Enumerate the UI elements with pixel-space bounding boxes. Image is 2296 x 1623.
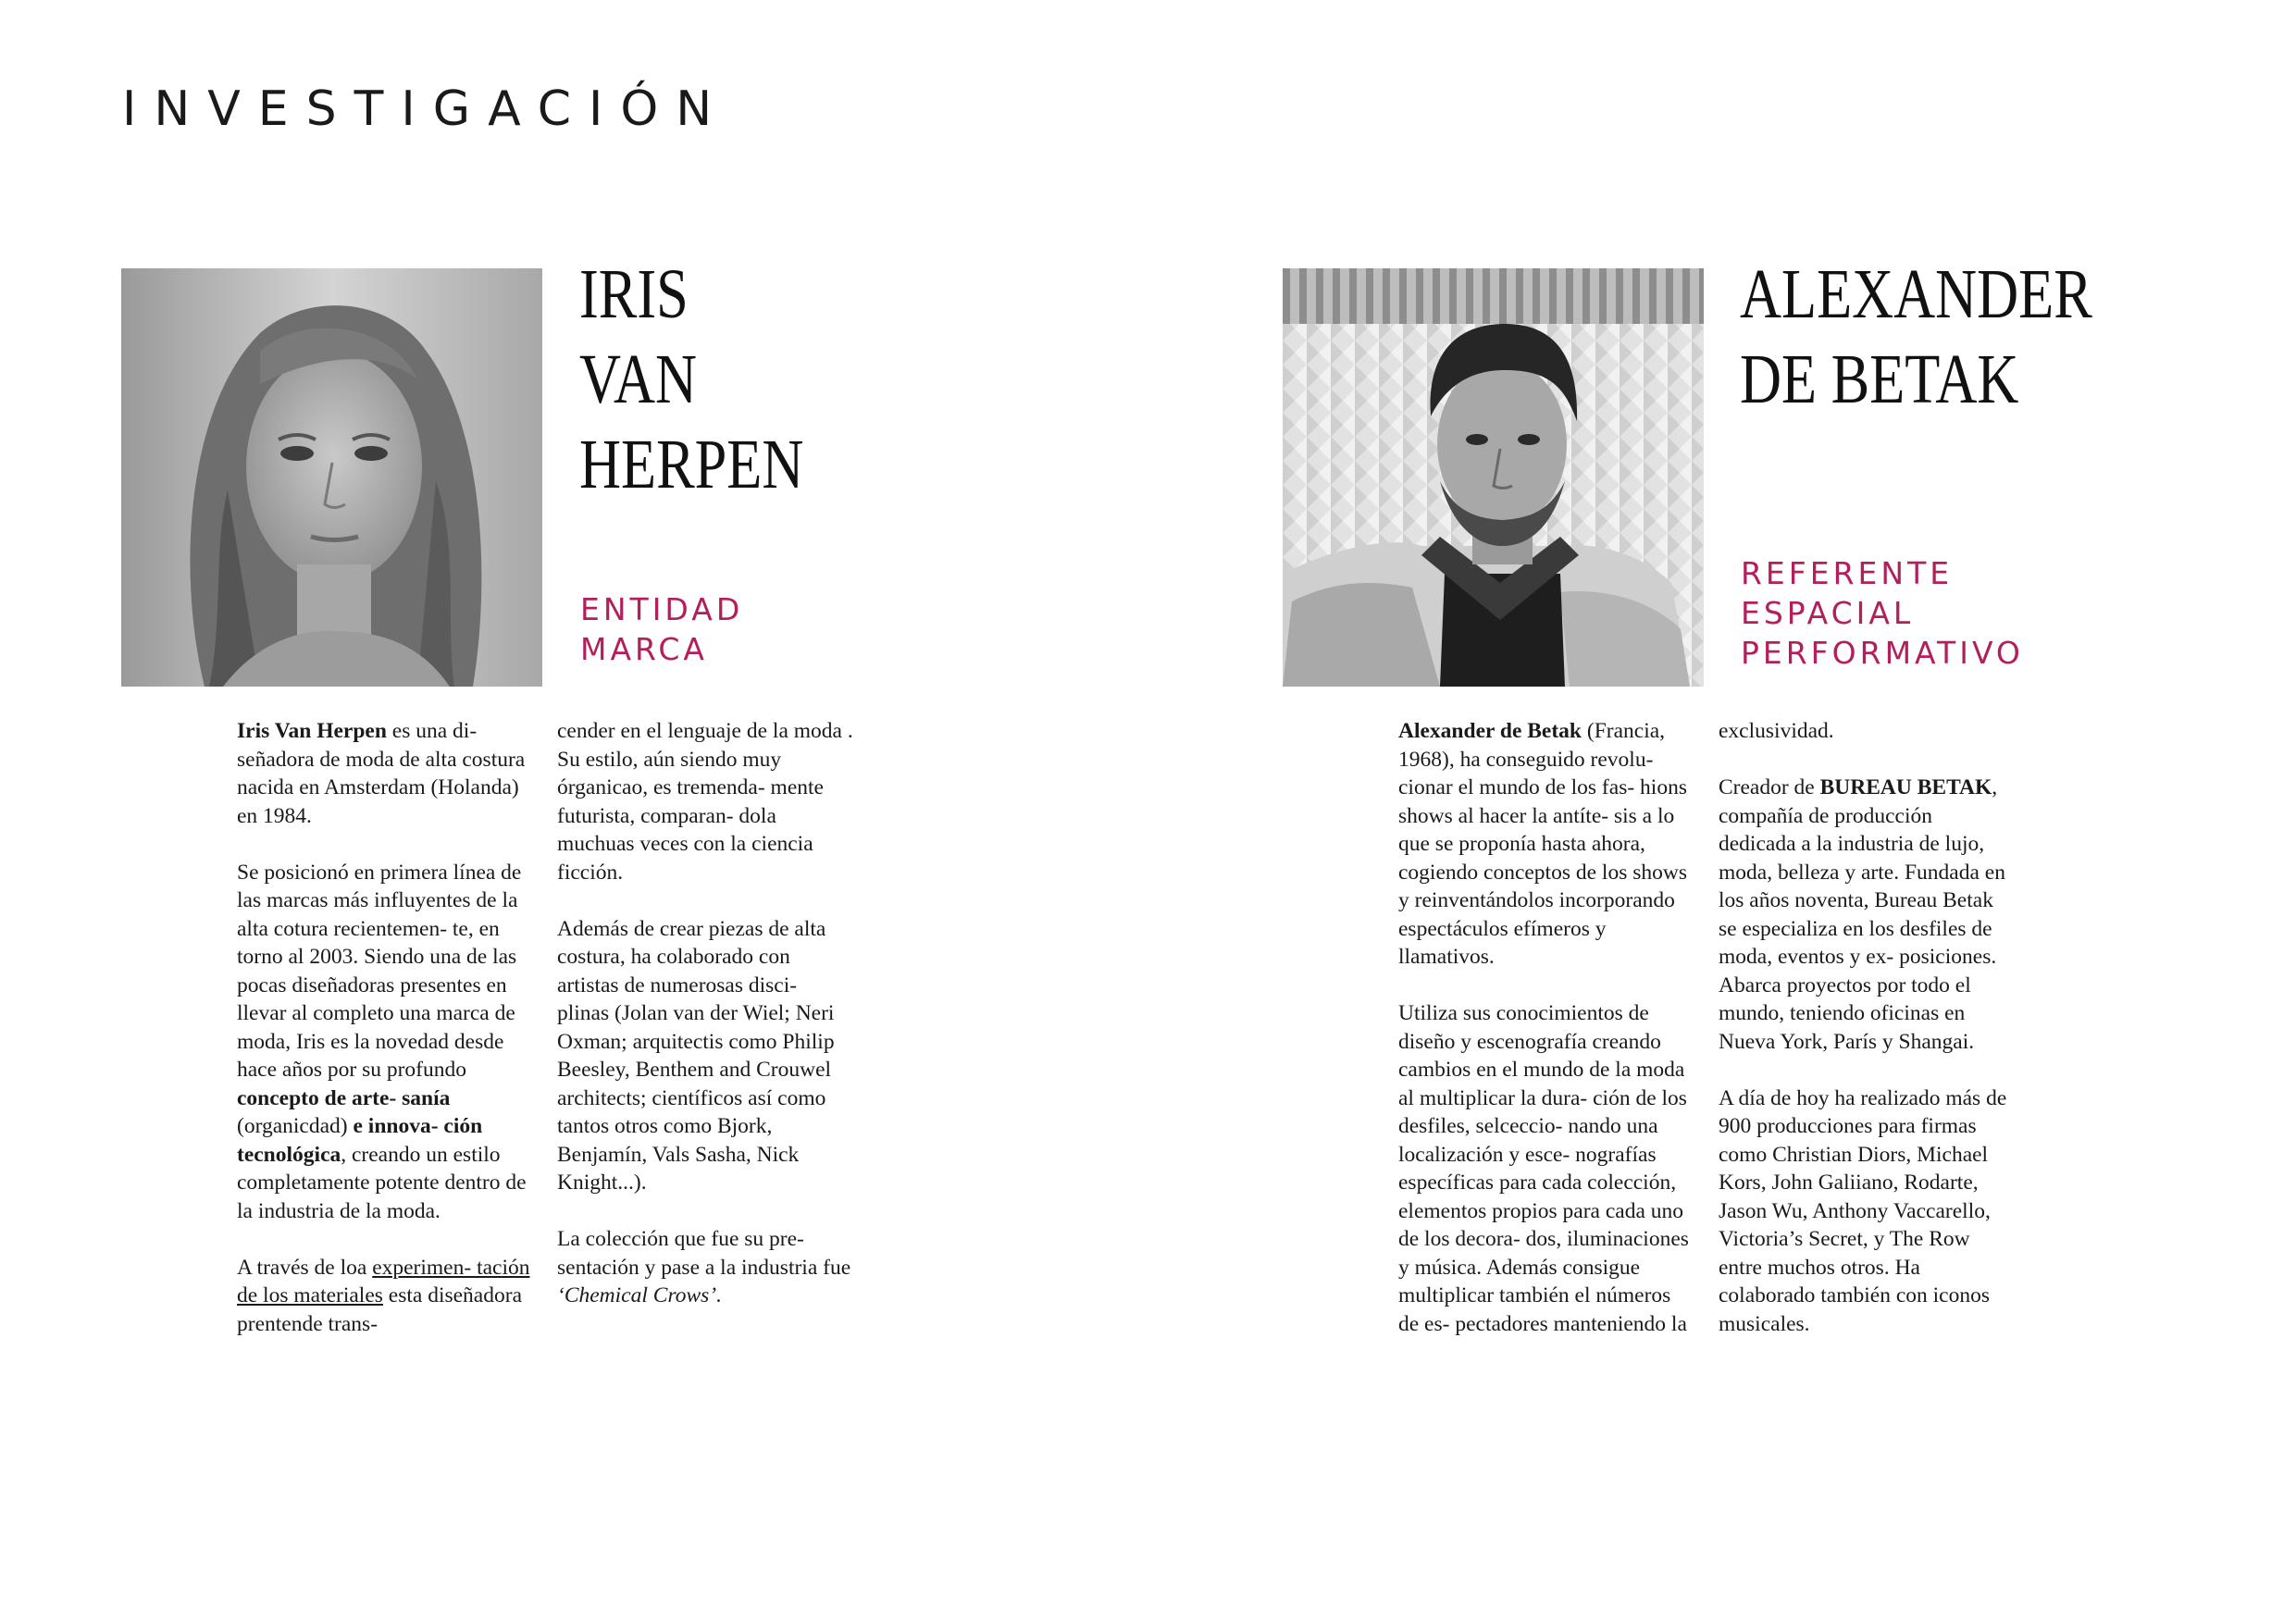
bold-term: e innova- ción tecnológica <box>237 1114 483 1167</box>
text: Se posicionó en primera línea de las marcas más influyentes de la alta cotura recientemen- te, en torno al 2003. Siendo una de las pocas diseñadoras presentes en llevar al completo una marca de moda, Iris es la novedad desde hace años por su profundo <box>237 860 522 1082</box>
paragraph <box>237 717 533 830</box>
paragraph <box>237 1254 533 1339</box>
page-heading: INVESTIGACIÓN <box>122 81 730 137</box>
italic-title: ‘Chemical Crows’. <box>557 1283 722 1307</box>
text: es una di- señadora de moda de alta costura nacida en Amsterdam (Holanda) en 1984. <box>237 719 526 828</box>
text: Creador de <box>1719 775 1820 799</box>
text: , compañía de producción dedicada a la industria de lujo, moda, belleza y arte. Fundada en los años noventa, Bureau Betak se especializa en los desfiles de moda, eventos y ex- posiciones. Abarca proyectos por todo el mundo, teniendo oficinas en Nueva York, París y Shangai. <box>1719 775 2005 1054</box>
role-line: REFERENTE <box>1741 555 1954 591</box>
bold-term: concepto de arte- sanía <box>237 1085 451 1110</box>
text: , creando un estilo completamente potente dentro de la industria de la moda. <box>237 1142 527 1223</box>
role-line: ESPACIAL <box>1741 595 1915 631</box>
paragraph: Utiliza sus conocimientos de diseño y escenografía creando cambios en el mundo de la moda al multiplicar la dura- ción de los desfiles, selceccio- nando una localización y esce- nografías específicas para cada colección, elementos propios para cada uno de los decora- dos, iluminaciones y música. Además consigue multiplicar también el números de es- pectadores manteniendo la <box>1398 1001 1689 1336</box>
name-line: IRIS <box>579 255 689 333</box>
paragraph: Además de crear piezas de alta costura, ha colaborado con artistas de numerosas disci- plinas (Jolan van der Wiel; Neri Oxman; arquitectis como Philip Beesley, Benthem and Crouwel architects; científicos así como tantos otros como Bjork, Benjamín, Vals Sasha, Nick Knight...). <box>557 916 835 1195</box>
paragraph <box>557 1225 853 1310</box>
text: (Francia, 1968), ha conseguido revolu- cionar el mundo de los fas- hions shows al hacer la antíte- sis a lo que se proponía hasta ahora, cogiendo conceptos de los shows y reinventándolos incorporando espectáculos efímeros y llamativos. <box>1398 719 1687 969</box>
paragraph <box>237 859 533 1226</box>
iris-van-herpen-name <box>579 252 803 507</box>
text: esta diseñadora prentende trans- <box>237 1283 522 1336</box>
paragraph <box>1398 717 1694 972</box>
alexander-de-betak-name <box>1740 252 2092 422</box>
name-line: ALEXANDER <box>1740 255 2092 333</box>
alexander-de-betak-portrait <box>1283 268 1704 687</box>
iris-role-label <box>580 589 743 669</box>
role-line: MARCA <box>580 631 708 667</box>
text: La colección que fue su pre- sentación y pase a la industria fue <box>557 1227 851 1280</box>
bold-name: Iris Van Herpen <box>237 719 387 743</box>
text: (organicdad) <box>237 1114 354 1138</box>
paragraph <box>1719 774 2015 1056</box>
name-line: VAN <box>579 341 697 418</box>
iris-text-column-2 <box>557 717 853 1310</box>
role-line: PERFORMATIVO <box>1741 635 2024 671</box>
iris-text-column-1 <box>237 717 533 1338</box>
text: A través de loa <box>237 1255 373 1280</box>
alexander-role-label <box>1741 553 2024 673</box>
paragraph: A día de hoy ha realizado más de 900 producciones para firmas como Christian Diors, Michael Kors, John Galiiano, Rodarte, Jason Wu, Anthony Vaccarello, Victoria’s Secret, y The Row entre muchos otros. Ha colaborado también con iconos musicales. <box>1719 1085 2007 1336</box>
role-line: ENTIDAD <box>580 591 744 627</box>
underlined-term: experimen- tación de los materiales <box>237 1255 530 1307</box>
bold-term: BUREAU BETAK <box>1819 775 1992 799</box>
paragraph: exclusividad. <box>1719 719 1834 743</box>
name-line: HERPEN <box>579 426 804 503</box>
iris-van-herpen-portrait <box>121 268 542 687</box>
paragraph: cender en el lenguaje de la moda . Su estilo, aún siendo muy órganicao, es tremenda- mente futurista, comparan- dola muchuas veces con la ciencia ficción. <box>557 719 853 885</box>
alexander-text-column-1 <box>1398 717 1694 1338</box>
name-line: DE BETAK <box>1740 341 2019 418</box>
bold-name: Alexander de Betak <box>1398 719 1582 743</box>
alexander-text-column-2 <box>1719 717 2015 1338</box>
